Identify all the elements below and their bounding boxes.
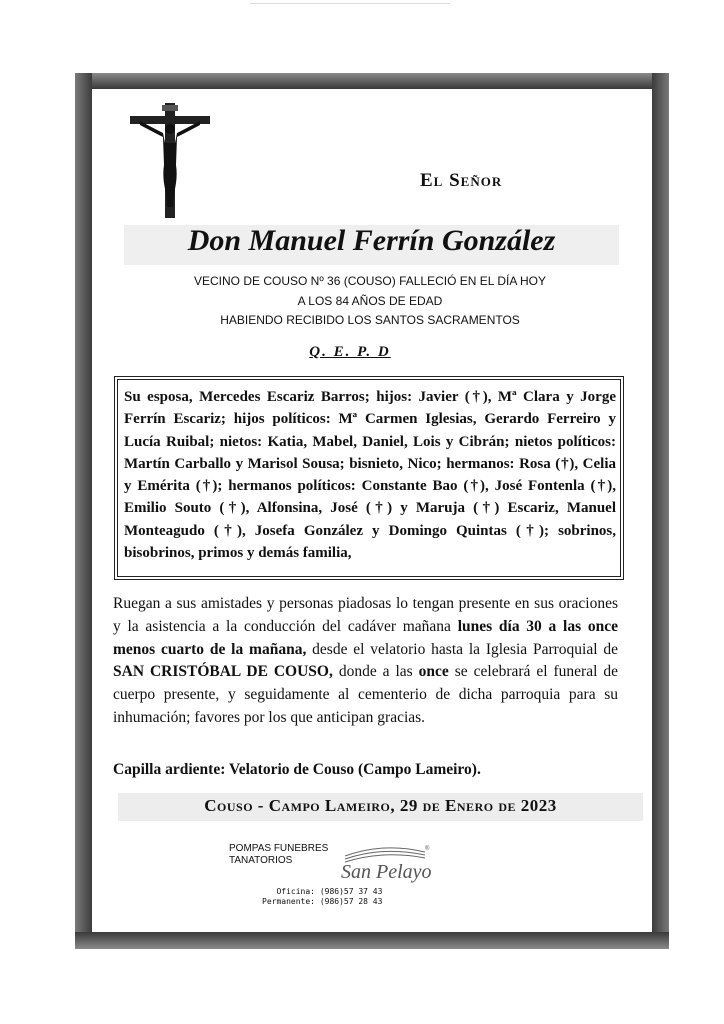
company-line-1: POMPAS FUNEBRES <box>229 843 329 854</box>
frame-bevel-top <box>75 73 669 89</box>
permanent-phone: (986)57 28 43 <box>319 897 383 906</box>
company-name <box>229 843 328 867</box>
chapel-line: Capilla ardiente: Velatorio de Couso (Campo Lameiro). <box>113 761 481 778</box>
residence-line: VECINO DE COUSO Nº 36 (COUSO) FALLECIÓ EN EL DÍA HOY <box>193 274 547 288</box>
family-box <box>114 376 624 580</box>
phone-block <box>255 887 382 907</box>
office-phone-row <box>255 887 382 897</box>
funeral-hour: once <box>418 663 449 681</box>
title-small: El Señor <box>420 170 503 191</box>
qepd: Q. E. P. D <box>309 344 391 360</box>
church-name: SAN CRISTÓBAL DE COUSO, <box>113 663 333 681</box>
invitation-part-4: se celebrará el funeral de cuerpo presente, y seguidamente al cementerio de dicha parroquia para su inhumación; favores por los que anticipan gracias. <box>113 663 618 726</box>
logo-text: San Pelayo <box>341 861 432 883</box>
frame-bevel-bottom <box>75 932 669 949</box>
crucifix-icon <box>130 103 210 218</box>
family-text: Su esposa, Mercedes Escariz Barros; hijos: Javier (†), Mª Clara y Jorge Ferrín Escariz; hijos políticos: Mª Carmen Iglesias, Gerardo Ferreiro y Lucía Ruibal; nietos: Katia, Mabel, Daniel, Lois y Cibrán; nietos políticos: Martín Carballo y Marisol Sousa; bisnieto, Nico; hermanos: Rosa (†), Celia y Emérita (†); hermanos políticos: Constante Bao (†), José Fontenla (†), Emilio Souto (†), Alfonsina, José (†) y Maruja (†) Escariz, Manuel Monteagudo (†), Josefa González y Domingo Quintas (†); sobrinos, bisobrinos, primos y demás familia, <box>117 379 621 577</box>
invitation-date-time: lunes día 30 a las once menos cuarto de la mañana, <box>113 617 618 658</box>
frame-bevel-right <box>652 73 669 949</box>
invitation-part-1: Ruegan a sus amistades y personas piadosas lo tengan presente en sus oraciones y la asistencia a la conducción del cadáver mañana <box>113 595 618 635</box>
invitation-part-3: donde a las <box>332 663 419 681</box>
age-line: A LOS 84 AÑOS DE EDAD <box>297 294 443 308</box>
place-date: Couso - Campo Lameiro, 29 de Enero de 2023 <box>204 796 557 815</box>
company-line-2: TANATORIOS <box>229 855 293 866</box>
scan-artifact <box>250 3 450 4</box>
invitation-text <box>113 593 618 730</box>
frame-bevel-left <box>75 73 92 949</box>
san-pelayo-logo <box>333 842 433 887</box>
invitation-part-2: desde el velatorio hasta la Iglesia Parroquial de <box>306 640 618 658</box>
permanent-label: Permanente: <box>262 897 315 906</box>
svg-text:®: ® <box>425 846 430 852</box>
sacraments-line: HABIENDO RECIBIDO LOS SANTOS SACRAMENTOS <box>220 313 520 327</box>
permanent-phone-row <box>255 897 382 907</box>
deceased-name: Don Manuel Ferrín González <box>187 224 556 257</box>
office-phone: (986)57 37 43 <box>319 887 383 896</box>
office-label: Oficina: <box>276 887 315 896</box>
